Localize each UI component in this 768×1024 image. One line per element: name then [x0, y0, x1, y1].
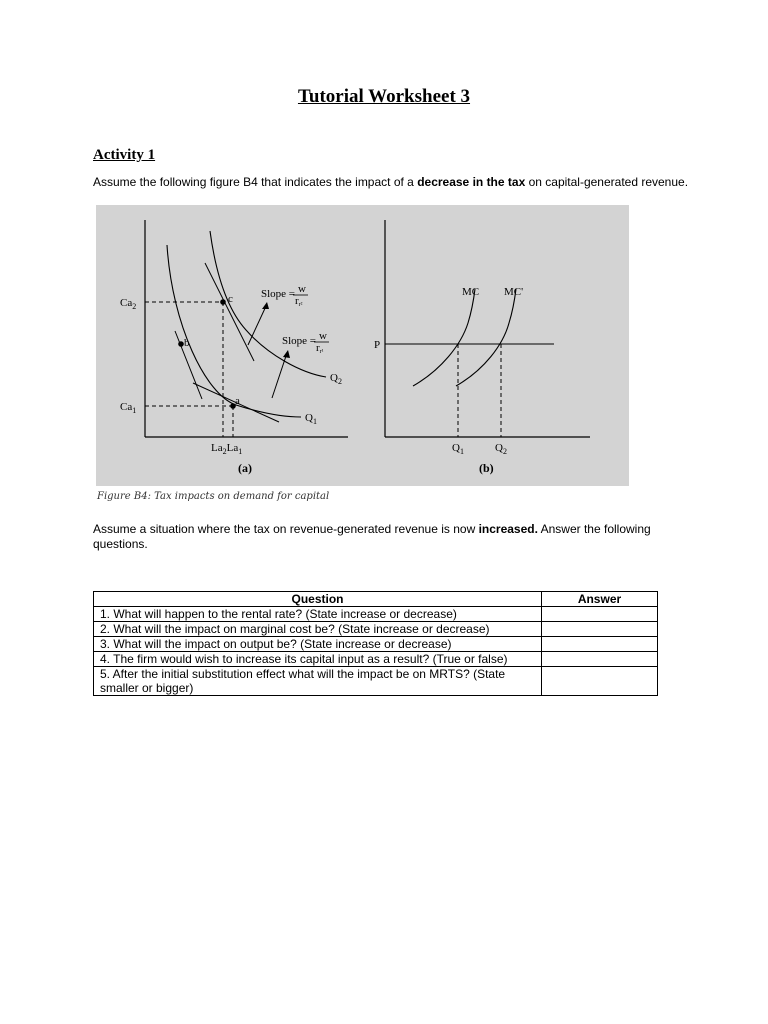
figure-caption: Figure B4: Tax impacts on demand for capital: [97, 491, 330, 502]
mc-curve: [413, 289, 475, 386]
question-cell: 5. After the initial substitution effect what will the impact be on MRTS? (State smaller or bigger): [94, 667, 542, 696]
answer-cell[interactable]: [542, 607, 658, 622]
question-cell: 4. The firm would wish to increase its capital input as a result? (True or false): [94, 652, 542, 667]
situation-text-bold: increased.: [478, 522, 538, 536]
label-slope1: Slope =: [261, 288, 296, 300]
label-ca2: $Ca_2$: [120, 297, 137, 311]
mc-prime-curve: [456, 289, 516, 386]
point-c-dot: [220, 299, 226, 305]
header-question: Question: [94, 592, 542, 607]
figure-diagram: [96, 205, 629, 486]
question-cell: 3. What will the impact on output be? (State increase or decrease): [94, 637, 542, 652]
label-point-c: c: [228, 293, 233, 305]
arrow-slope2: [272, 353, 287, 398]
isoquant-q1: [167, 245, 301, 417]
questions-table: [93, 591, 658, 696]
label-la2-la1: $La_2La_1$: [211, 442, 243, 456]
label-mc-prime: MC': [504, 286, 524, 298]
table-row: [94, 652, 658, 667]
label-q2: $Q_2$: [495, 442, 507, 456]
label-point-a: a: [235, 395, 240, 407]
question-cell: 2. What will the impact on marginal cost be? (State increase or decrease): [94, 622, 542, 637]
label-ca1: $Ca_1$: [120, 401, 137, 415]
table-header-row: [94, 592, 658, 607]
label-slope1-num: w: [298, 283, 306, 295]
label-panel-a: (a): [238, 461, 252, 475]
label-slope2-den: rr¹: [316, 342, 324, 355]
label-price: P: [374, 339, 381, 351]
table-row: [94, 667, 658, 696]
label-mc: MC: [462, 286, 480, 298]
answer-cell[interactable]: [542, 622, 658, 637]
activity-heading: Activity 1: [93, 147, 156, 163]
intro-text-after: on capital-generated revenue.: [525, 175, 689, 189]
intro-text-before: Assume the following figure B4 that indicates the impact of a: [93, 175, 418, 189]
label-q1-isoquant: $Q_1$: [305, 412, 317, 426]
situation-text-after: Answer the following questions.: [93, 522, 651, 551]
intro-paragraph: [93, 175, 688, 190]
label-slope2: Slope =: [282, 335, 317, 347]
answer-cell[interactable]: [542, 652, 658, 667]
label-q1: $Q_1$: [452, 442, 464, 456]
table-row: [94, 637, 658, 652]
label-slope1-den: rr²: [295, 295, 303, 308]
label-slope2-num: w: [319, 330, 327, 342]
arrow-slope1-head: [262, 302, 269, 309]
label-q2-isoquant: $Q_2$: [330, 372, 342, 386]
situation-text-before: Assume a situation where the tax on revenue-generated revenue is now: [93, 522, 479, 536]
table-row: [94, 622, 658, 637]
figure-b4: [96, 205, 629, 486]
table-row: [94, 607, 658, 622]
header-answer: Answer: [542, 592, 658, 607]
isocost-line-c: [205, 263, 254, 361]
label-point-b: b: [184, 337, 190, 349]
answer-cell[interactable]: [542, 667, 658, 696]
question-cell: 1. What will happen to the rental rate? (State increase or decrease): [94, 607, 542, 622]
label-panel-b: (b): [479, 461, 494, 475]
worksheet-title: Tutorial Worksheet 3: [297, 86, 471, 107]
intro-text-bold: decrease in the tax: [417, 175, 526, 189]
point-b-dot: [178, 341, 184, 347]
arrow-slope2-head: [283, 350, 290, 358]
arrow-slope1: [248, 304, 267, 345]
answer-cell[interactable]: [542, 637, 658, 652]
situation-paragraph: [93, 522, 663, 552]
